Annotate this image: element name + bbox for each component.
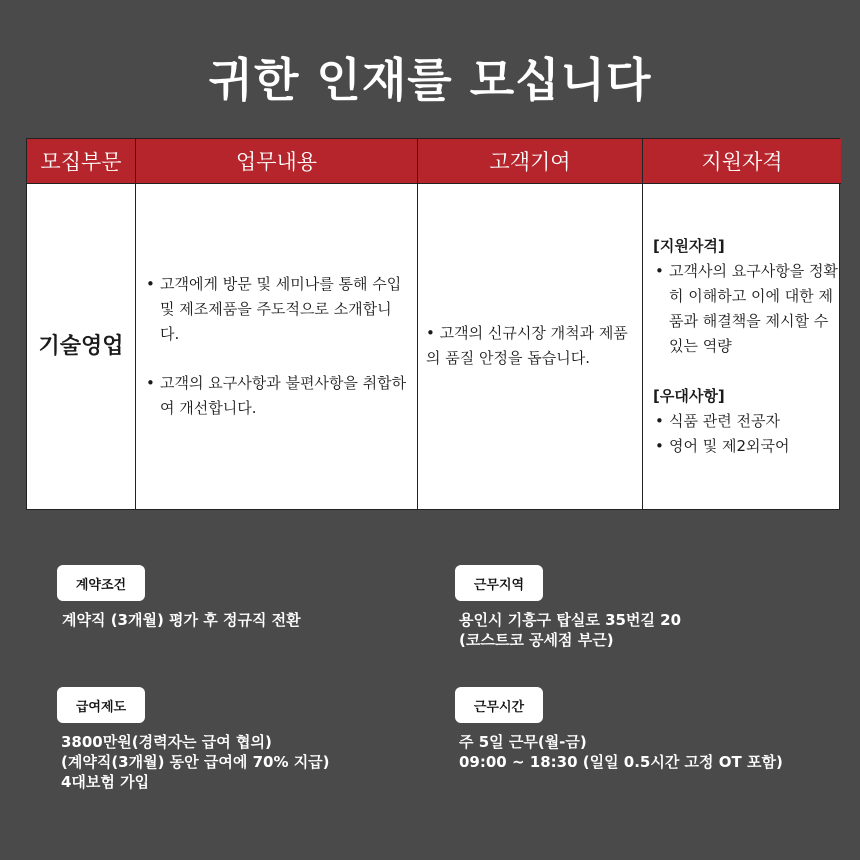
page-title: 귀한 인재를 모십니다 bbox=[208, 53, 652, 107]
department-name: 기술영업 bbox=[38, 334, 124, 359]
duties-cell bbox=[136, 184, 418, 509]
duty-item: • 고객에게 방문 및 세미나를 통해 수입 및 제조제품을 주도적으로 소개합니다. bbox=[144, 272, 409, 347]
preferred-item: • 식품 관련 전공자 bbox=[653, 409, 839, 434]
location-text: 용인시 기흥구 탑실로 35번길 20 (코스트코 공세점 부근) bbox=[459, 611, 682, 649]
contract-label: 계약조건 bbox=[57, 565, 145, 601]
contract-text: 계약직 (3개월) 평가 후 정규직 전환 bbox=[62, 611, 301, 629]
header-duties: 업무내용 bbox=[136, 139, 418, 184]
header-contribution: 고객기여 bbox=[418, 139, 643, 184]
contribution-text: • 고객의 신규시장 개척과 제품의 품질 안정을 돕습니다. bbox=[426, 324, 628, 367]
salary-text: 3800만원(경력자는 급여 협의) (계약직(3개월) 동안 급여에 70% 지급) 4대보험 가입 bbox=[61, 733, 330, 791]
preferred-item: • 영어 및 제2외국어 bbox=[653, 434, 839, 459]
hours-label: 근무시간 bbox=[455, 687, 543, 723]
department-cell bbox=[27, 184, 136, 509]
header-department: 모집부문 bbox=[27, 139, 136, 184]
header-qualification: 지원자격 bbox=[643, 139, 841, 184]
location-label: 근무지역 bbox=[455, 565, 543, 601]
recruitment-table bbox=[26, 138, 840, 510]
qualification-item: • 고객사의 요구사항을 정확히 이해하고 이에 대한 제품과 해결책을 제시할 수 있는 역량 bbox=[653, 259, 839, 359]
qualification-heading: [지원자격] bbox=[653, 237, 725, 255]
salary-label: 급여제도 bbox=[57, 687, 145, 723]
hours-text: 주 5일 근무(월-금) 09:00 ~ 18:30 (일일 0.5시간 고정 OT 포함) bbox=[459, 733, 783, 771]
qualification-cell bbox=[643, 184, 841, 509]
contribution-cell bbox=[418, 184, 643, 509]
preferred-heading: [우대사항] bbox=[653, 387, 725, 405]
duty-item: • 고객의 요구사항과 불편사항을 취합하여 개선합니다. bbox=[144, 371, 409, 421]
